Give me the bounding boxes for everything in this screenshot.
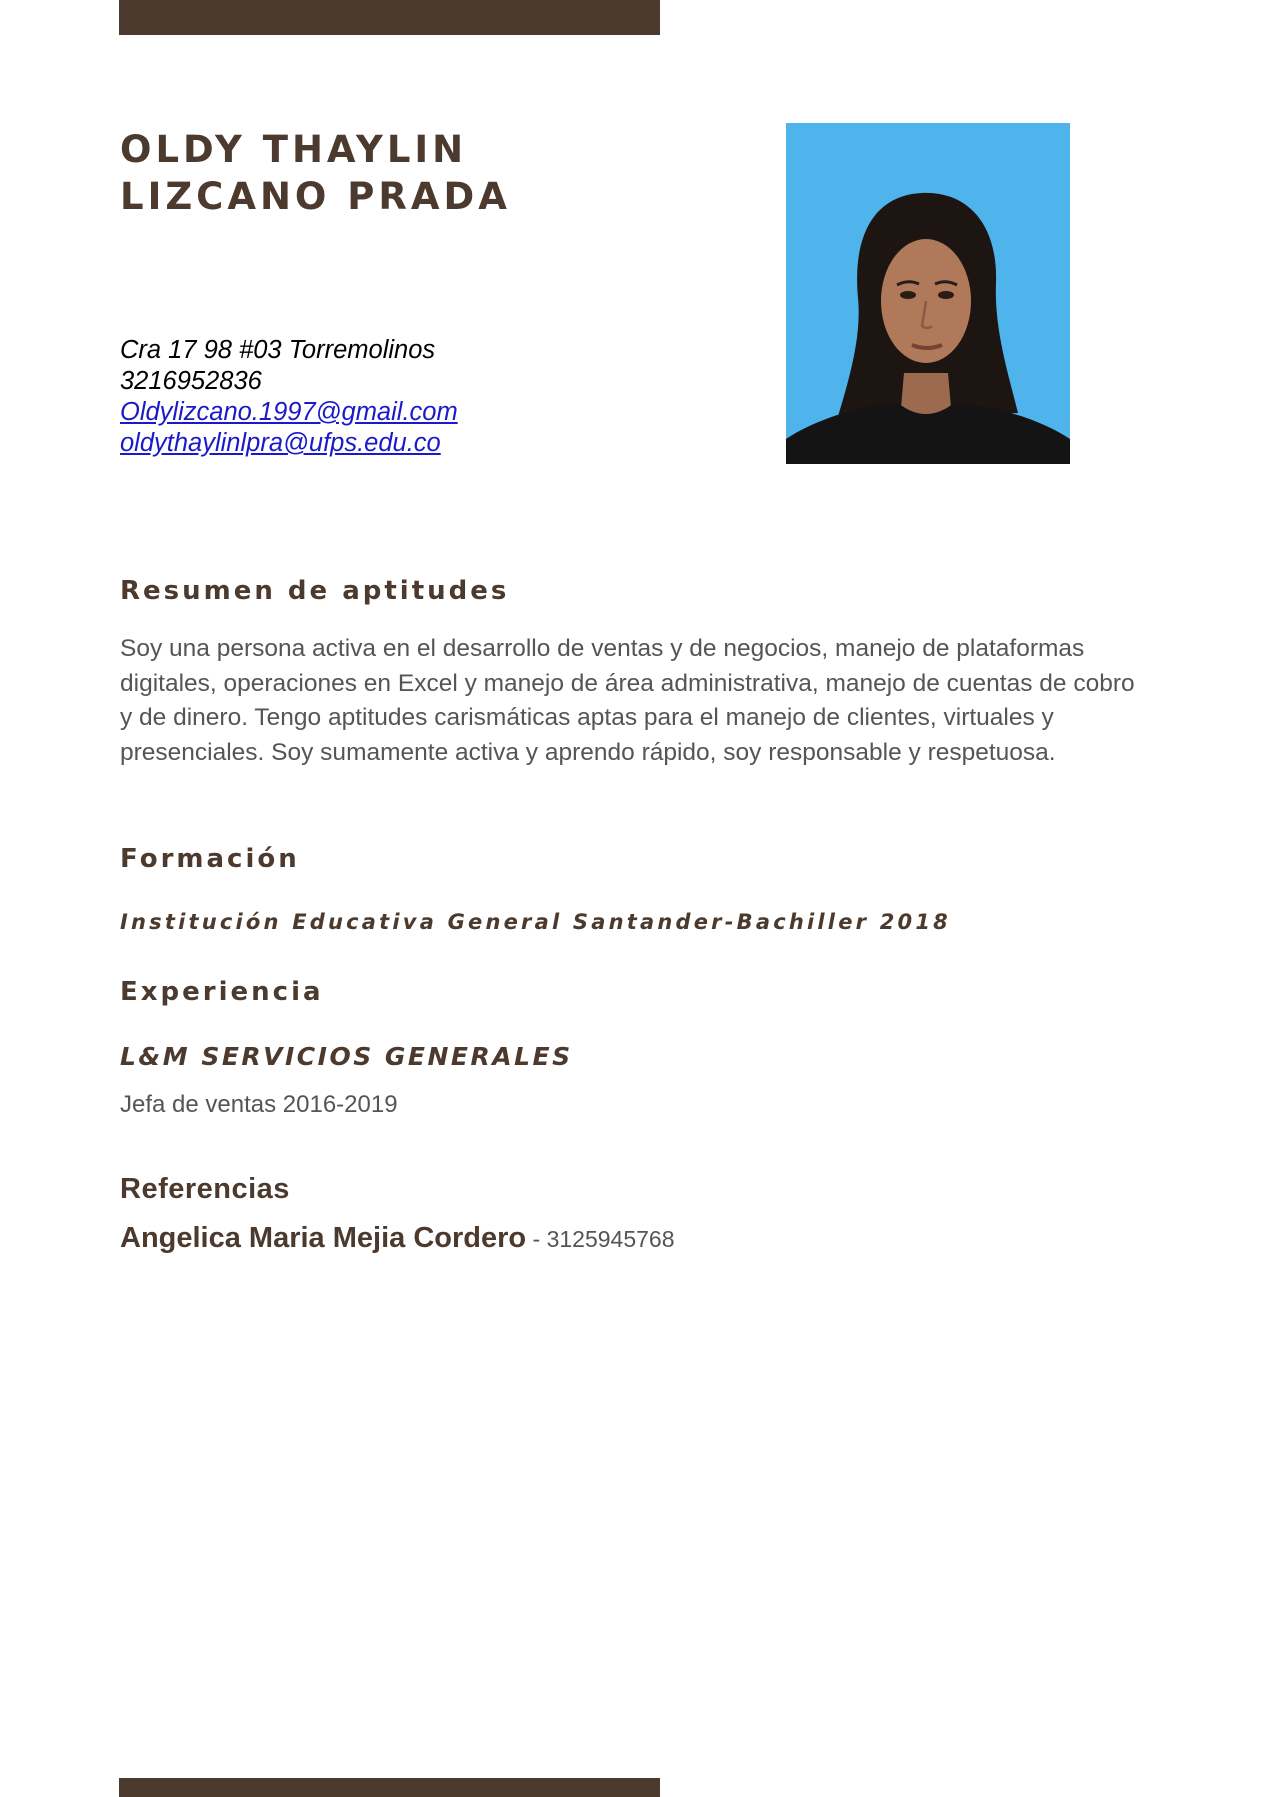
experience-company: L&M SERVICIOS GENERALES (120, 1042, 573, 1071)
phone: 3216952836 (120, 367, 262, 395)
reference-separator: - (526, 1226, 547, 1252)
reference-phone: 3125945768 (546, 1226, 675, 1252)
address: Cra 17 98 #03 Torremolinos (120, 336, 436, 364)
references-heading: Referencias (120, 1173, 290, 1205)
profile-photo-illustration (786, 123, 1070, 464)
profile-photo (786, 123, 1070, 464)
bottom-accent-bar (119, 1778, 660, 1797)
contact-block (120, 335, 458, 459)
top-accent-bar (119, 0, 660, 35)
name-line-1: OLDY THAYLIN (120, 128, 468, 171)
summary-heading: Resumen de aptitudes (120, 576, 510, 606)
summary-text: Soy una persona activa en el desarrollo de ventas y de negocios, manejo de plataformas digitales, operaciones en Excel y manejo de área administrativa, manejo de cuentas de cobro y de dinero. Tengo aptitudes carismáticas aptas para el manejo de clientes, virtuales y presenciales. Soy sumamente activa y aprendo rápido, soy responsable y respetuosa. (120, 635, 1135, 766)
experience-role: Jefa de ventas 2016-2019 (120, 1091, 398, 1118)
education-heading: Formación (120, 844, 300, 874)
reference-entry (120, 1222, 675, 1255)
email-link-primary[interactable]: Oldylizcano.1997@gmail.com (120, 398, 458, 426)
reference-name: Angelica Maria Mejia Cordero (120, 1222, 527, 1254)
name-line-2: LIZCANO PRADA (120, 175, 511, 218)
education-item: Institución Educativa General Santander-Bachiller 2018 (120, 910, 951, 934)
candidate-name (120, 126, 511, 220)
experience-heading: Experiencia (120, 977, 324, 1007)
email-link-secondary[interactable]: oldythaylinlpra@ufps.edu.co (120, 429, 441, 457)
